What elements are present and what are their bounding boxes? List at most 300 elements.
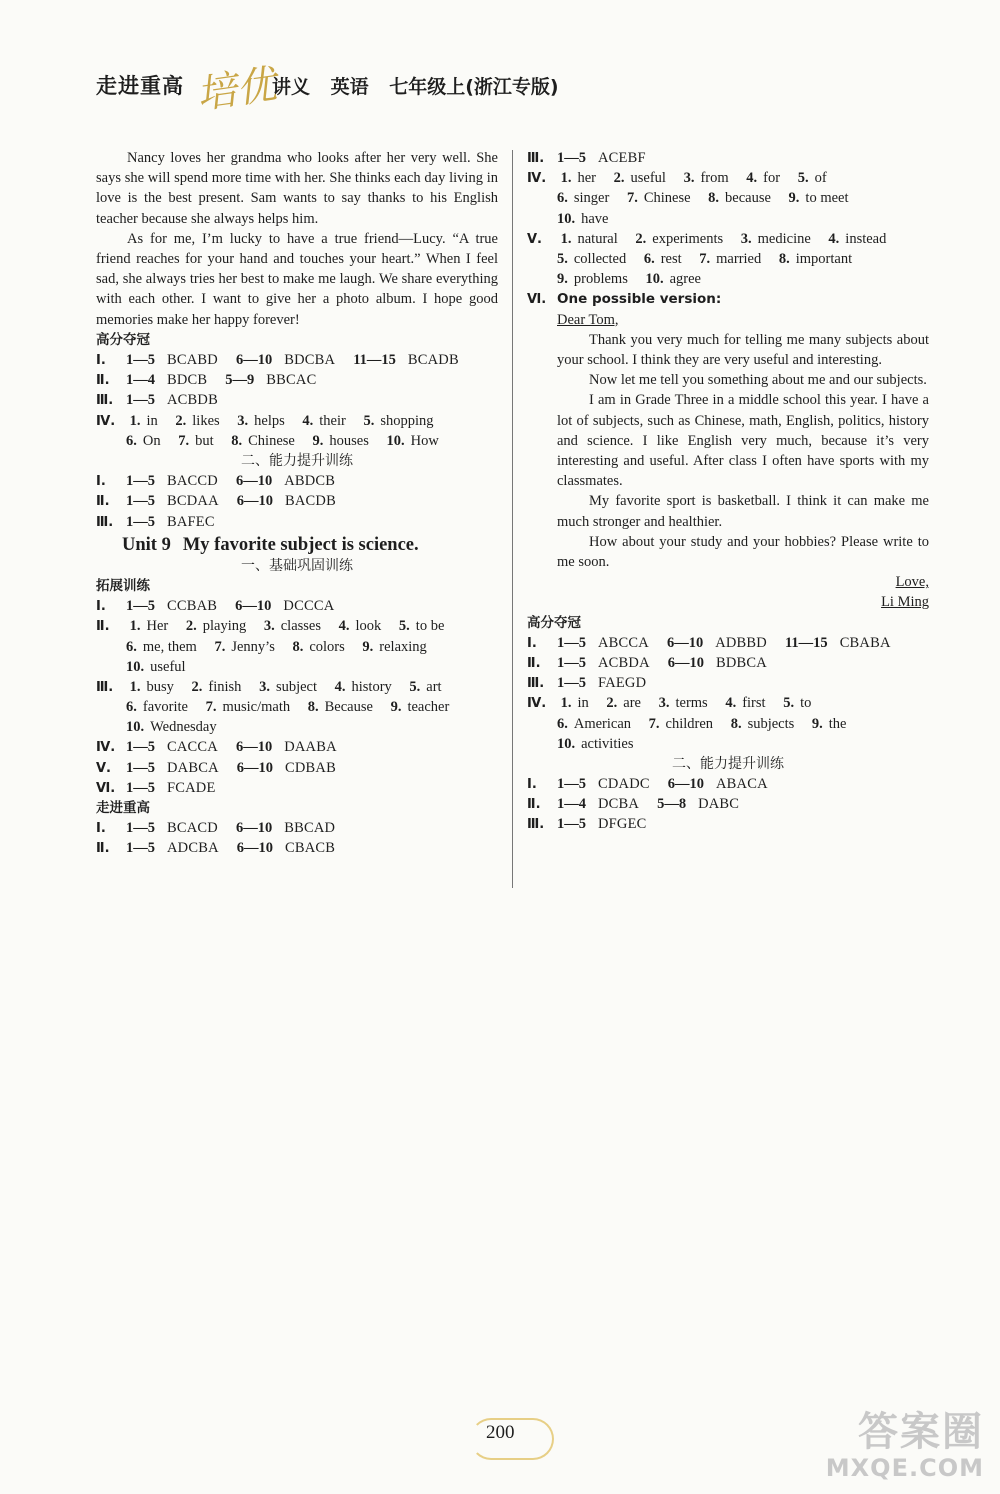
answer-item bbox=[362, 639, 426, 655]
question-number: 3. bbox=[259, 678, 270, 695]
answer-item bbox=[812, 716, 847, 732]
question-range: 11—15 bbox=[784, 634, 828, 651]
answer-row bbox=[527, 249, 929, 269]
answer-row bbox=[96, 616, 498, 636]
answer-item bbox=[206, 699, 291, 715]
heading-tuozhan: 拓展训练 bbox=[96, 577, 150, 594]
answer-row bbox=[527, 693, 929, 713]
answer-text: CBACB bbox=[285, 840, 336, 857]
page-number-badge bbox=[470, 1412, 560, 1460]
answer-item bbox=[192, 679, 242, 695]
answer-row bbox=[527, 653, 929, 673]
question-number: 7. bbox=[178, 432, 190, 449]
sample-letter bbox=[527, 310, 929, 613]
section-numeral: Ⅱ. bbox=[527, 655, 541, 671]
answer-row bbox=[527, 148, 929, 168]
answer-text: busy bbox=[146, 678, 174, 695]
answer-text: art bbox=[426, 678, 442, 695]
answer-text: rest bbox=[660, 250, 682, 267]
answer-row bbox=[96, 596, 498, 616]
answer-text: to bbox=[800, 695, 812, 712]
essay-paragraph-2: As for me, I’m lucky to have a true friend—Lucy. “A true friend reaches for your hand and touches your heart.” When I feel sad, she always tries her best to make me laugh. We share everything with each other. I want to give her a photo album. I hope good memories make her happy forever! bbox=[96, 230, 498, 328]
answer-item bbox=[746, 170, 780, 186]
section-numeral: Ⅰ. bbox=[96, 474, 106, 490]
answer-text: DABCA bbox=[167, 759, 219, 776]
answer-text: CBABA bbox=[839, 634, 891, 651]
answer-item bbox=[399, 618, 444, 634]
answer-item bbox=[659, 695, 708, 711]
question-number: 4. bbox=[746, 170, 758, 187]
answer-row bbox=[96, 677, 498, 697]
answer-text: subjects bbox=[747, 715, 795, 732]
question-number: 2. bbox=[613, 170, 625, 187]
watermark-text: 答案圈 bbox=[858, 1409, 984, 1455]
section-numeral: Ⅲ. bbox=[96, 679, 114, 695]
question-number: 6. bbox=[126, 432, 137, 449]
question-range: 1—5 bbox=[126, 759, 155, 776]
question-range: 5—8 bbox=[657, 796, 687, 813]
answer-text: singer bbox=[573, 190, 610, 207]
answer-text: first bbox=[742, 695, 766, 712]
answer-text: playing bbox=[202, 618, 247, 635]
answer-row bbox=[527, 633, 929, 653]
answer-row bbox=[96, 657, 498, 677]
answer-text: collected bbox=[573, 250, 627, 267]
question-number: 5. bbox=[783, 695, 795, 712]
answer-row bbox=[527, 714, 929, 734]
question-number: 6. bbox=[557, 715, 568, 732]
book-subtitle: 讲义 英语 七年级上(浙江专版) bbox=[272, 76, 559, 98]
answer-item bbox=[627, 190, 691, 206]
section-numeral: Ⅲ. bbox=[527, 817, 545, 833]
answer-text: of bbox=[814, 170, 827, 187]
answer-text: BDCB bbox=[167, 372, 208, 389]
answer-text: helps bbox=[254, 412, 285, 429]
answer-item bbox=[614, 170, 666, 186]
question-range: 1—5 bbox=[126, 473, 155, 490]
question-number: 7. bbox=[205, 699, 217, 716]
answer-item bbox=[178, 433, 213, 449]
question-range: 5—9 bbox=[225, 372, 255, 389]
answer-text: colors bbox=[309, 638, 345, 655]
answer-text: Chinese bbox=[643, 190, 691, 207]
answer-text: natural bbox=[577, 230, 618, 247]
answer-text: useful bbox=[630, 170, 666, 187]
letter-closing: Love, bbox=[895, 574, 929, 591]
answer-row bbox=[527, 814, 929, 834]
section-numeral: Ⅲ. bbox=[96, 514, 114, 530]
question-number: 7. bbox=[699, 250, 711, 267]
question-number: 5. bbox=[398, 618, 410, 635]
answer-row bbox=[527, 209, 929, 229]
answer-row bbox=[96, 390, 498, 410]
answer-text: have bbox=[581, 210, 609, 227]
letter-paragraph: My favorite sport is basketball. I think it can make me much stronger and healthier. bbox=[557, 493, 929, 530]
question-range: 6—10 bbox=[666, 634, 704, 651]
answer-item bbox=[557, 736, 633, 752]
answer-item bbox=[649, 716, 713, 732]
question-range: 11—15 bbox=[353, 352, 396, 369]
answer-text: Her bbox=[146, 618, 169, 635]
answer-item bbox=[798, 170, 827, 186]
answer-item bbox=[741, 231, 811, 247]
unit-number: Unit 9 bbox=[122, 534, 171, 555]
letter-paragraph: How about your study and your hobbies? Please write to me soon. bbox=[557, 533, 929, 570]
answer-item bbox=[231, 433, 295, 449]
question-number: 9. bbox=[811, 715, 823, 732]
answer-item bbox=[725, 695, 765, 711]
answer-text: CDADC bbox=[598, 776, 650, 793]
answer-text: Jenny’s bbox=[231, 638, 275, 655]
answer-text: their bbox=[319, 412, 346, 429]
answer-row bbox=[96, 471, 498, 491]
answer-text: BDBCA bbox=[716, 654, 767, 671]
answer-item bbox=[363, 413, 433, 429]
question-number: 2. bbox=[185, 618, 197, 635]
section-numeral: Ⅳ. bbox=[527, 696, 547, 712]
question-number: 4. bbox=[302, 412, 314, 429]
answer-item bbox=[635, 231, 723, 247]
question-number: 4. bbox=[828, 230, 840, 247]
question-number: 7. bbox=[214, 638, 226, 655]
question-range: 6—10 bbox=[236, 840, 274, 857]
unit-name: My favorite subject is science. bbox=[182, 534, 419, 555]
answer-text: useful bbox=[150, 658, 186, 675]
answer-item bbox=[126, 719, 217, 735]
question-range: 1—5 bbox=[126, 779, 155, 796]
answer-row bbox=[527, 734, 929, 754]
question-number: 10. bbox=[645, 271, 664, 288]
question-number: 1. bbox=[129, 618, 141, 635]
section-numeral: Ⅲ. bbox=[96, 393, 114, 409]
answer-item bbox=[130, 679, 174, 695]
question-range: 1—5 bbox=[126, 598, 155, 615]
answer-row bbox=[96, 637, 498, 657]
answer-text: BACDB bbox=[285, 493, 336, 510]
answer-item bbox=[126, 639, 197, 655]
answer-row bbox=[96, 431, 498, 451]
answer-row bbox=[527, 188, 929, 208]
answer-text: Chinese bbox=[248, 432, 295, 449]
question-range: 1—5 bbox=[126, 513, 155, 530]
question-range: 1—5 bbox=[126, 840, 155, 857]
answer-item bbox=[312, 433, 368, 449]
answer-row bbox=[96, 697, 498, 717]
answer-row bbox=[96, 737, 498, 757]
question-number: 2. bbox=[606, 695, 618, 712]
question-number: 3. bbox=[740, 230, 752, 247]
answer-item bbox=[557, 190, 609, 206]
question-number: 10. bbox=[126, 719, 145, 736]
answer-text: from bbox=[700, 170, 729, 187]
question-range: 6—10 bbox=[667, 776, 705, 793]
page-number: 200 bbox=[486, 1422, 515, 1443]
question-number: 10. bbox=[386, 432, 405, 449]
answer-text: ADBBD bbox=[715, 634, 767, 651]
question-number: 6. bbox=[643, 250, 655, 267]
essay-paragraph-1: Nancy loves her grandma who looks after her very well. She says she will spend more time with her. She thinks each day living in love is the best present. Sam wants to say thanks to his English teacher because she always helps him. bbox=[96, 150, 498, 227]
answer-item bbox=[214, 639, 274, 655]
answer-row bbox=[96, 717, 498, 737]
letter-paragraph: I am in Grade Three in a middle school this year. I have a lot of subjects, such as Chinese, math, English, politics, history and science. I like English very much, because it’s very interesting and useful. After class I often have sports with my classmates. bbox=[557, 392, 929, 490]
answer-row bbox=[96, 778, 498, 798]
section-numeral: Ⅴ. bbox=[96, 760, 111, 776]
answer-text: DCBA bbox=[598, 796, 640, 813]
answer-text: music/math bbox=[222, 699, 291, 716]
heading-gaofen: 高分夺冠 bbox=[527, 614, 581, 631]
answer-item bbox=[561, 231, 618, 247]
question-number: 9. bbox=[312, 432, 324, 449]
section-numeral: Ⅱ. bbox=[96, 841, 110, 857]
answer-text: her bbox=[577, 170, 597, 187]
answer-text: favorite bbox=[142, 699, 188, 716]
answer-item bbox=[684, 170, 729, 186]
answer-item bbox=[264, 618, 321, 634]
answer-item bbox=[731, 716, 795, 732]
answer-text: because bbox=[725, 190, 771, 207]
letter-paragraph: Now let me tell you something about me and our subjects. bbox=[589, 372, 927, 389]
answer-text: ACEBF bbox=[598, 150, 646, 166]
question-range: 6—10 bbox=[235, 739, 273, 756]
question-number: 7. bbox=[648, 715, 660, 732]
question-number: 8. bbox=[292, 638, 304, 655]
answer-text: medicine bbox=[757, 230, 811, 247]
section-numeral: Ⅱ. bbox=[96, 619, 110, 635]
answer-item bbox=[699, 251, 761, 267]
column-divider bbox=[512, 150, 513, 888]
answer-text: CDBAB bbox=[285, 759, 336, 776]
answer-text: houses bbox=[329, 432, 369, 449]
section-numeral: Ⅱ. bbox=[96, 494, 110, 510]
script-logo: 培优 bbox=[193, 61, 280, 119]
answer-text: ADCBA bbox=[167, 840, 219, 857]
question-number: 3. bbox=[658, 695, 670, 712]
answer-row bbox=[96, 370, 498, 390]
question-range: 1—5 bbox=[126, 493, 155, 510]
question-number: 2. bbox=[191, 678, 203, 695]
series-brand: 走进重高 bbox=[96, 74, 184, 98]
answer-text: relaxing bbox=[379, 638, 427, 655]
answer-text: Wednesday bbox=[150, 719, 217, 736]
answer-item bbox=[130, 618, 169, 634]
answer-item bbox=[126, 433, 161, 449]
question-range: 1—5 bbox=[557, 634, 586, 651]
question-range: 6—10 bbox=[235, 598, 272, 615]
answer-item bbox=[557, 271, 628, 287]
question-number: 4. bbox=[334, 678, 346, 695]
question-number: 8. bbox=[307, 699, 319, 716]
answer-text: experiments bbox=[652, 230, 724, 247]
answer-item bbox=[606, 695, 641, 711]
answer-item bbox=[175, 413, 219, 429]
section-heading-basic: 一、基础巩固训练 bbox=[241, 557, 353, 574]
question-number: 3. bbox=[683, 170, 695, 187]
answer-item bbox=[561, 170, 596, 186]
question-number: 9. bbox=[788, 190, 800, 207]
answer-text: in bbox=[577, 695, 589, 712]
question-number: 5. bbox=[363, 412, 375, 429]
answer-text: Because bbox=[324, 699, 373, 716]
question-number: 1. bbox=[560, 170, 572, 187]
answer-text: BCACD bbox=[167, 820, 218, 837]
answer-item bbox=[779, 251, 852, 267]
site-watermark bbox=[825, 1400, 984, 1490]
unit-title bbox=[96, 534, 498, 556]
question-range: 1—5 bbox=[557, 675, 586, 692]
answer-text: BBCAD bbox=[284, 820, 336, 837]
question-range: 1—5 bbox=[126, 352, 155, 369]
answer-text: CACCA bbox=[167, 739, 218, 756]
answer-row bbox=[96, 411, 498, 431]
section-numeral: Ⅰ. bbox=[527, 635, 537, 651]
question-number: 9. bbox=[362, 638, 374, 655]
question-range: 6—10 bbox=[235, 820, 273, 837]
answer-text: FCADE bbox=[167, 779, 216, 796]
answer-text: American bbox=[573, 715, 632, 732]
question-number: 10. bbox=[557, 210, 576, 227]
question-number: 5. bbox=[409, 678, 421, 695]
section-numeral: Ⅲ. bbox=[527, 676, 545, 692]
question-number: 6. bbox=[126, 638, 137, 655]
answer-text: important bbox=[795, 250, 853, 267]
answer-row bbox=[96, 512, 498, 532]
question-number: 10. bbox=[126, 658, 145, 675]
section-numeral: Ⅰ. bbox=[96, 353, 106, 369]
answer-text: terms bbox=[675, 695, 708, 712]
answer-text: activities bbox=[581, 735, 634, 752]
answer-row bbox=[96, 350, 498, 370]
question-range: 1—5 bbox=[126, 820, 155, 837]
answer-text: BCDAA bbox=[167, 493, 219, 510]
answer-text: FAEGD bbox=[598, 675, 647, 692]
answer-item bbox=[391, 699, 450, 715]
question-number: 9. bbox=[557, 271, 568, 288]
question-number: 1. bbox=[560, 230, 572, 247]
question-number: 5. bbox=[797, 170, 809, 187]
question-number: 7. bbox=[626, 190, 638, 207]
answer-text: likes bbox=[192, 412, 220, 429]
question-number: 5. bbox=[557, 250, 568, 267]
question-number: 2. bbox=[175, 412, 187, 429]
answer-text: BBCAC bbox=[266, 372, 317, 389]
question-range: 6—10 bbox=[667, 654, 705, 671]
question-range: 6—10 bbox=[235, 352, 273, 369]
question-number: 2. bbox=[635, 230, 647, 247]
answer-text: to be bbox=[415, 618, 445, 635]
question-number: 6. bbox=[557, 190, 568, 207]
answer-row bbox=[96, 838, 498, 858]
question-number: 4. bbox=[338, 618, 350, 635]
answer-item bbox=[557, 251, 626, 267]
answer-text: BCABD bbox=[167, 352, 218, 369]
question-number: 8. bbox=[730, 715, 742, 732]
answer-text: in bbox=[146, 412, 158, 429]
question-number: 4. bbox=[725, 695, 737, 712]
question-range: 6—10 bbox=[236, 759, 274, 776]
answer-row bbox=[527, 289, 929, 309]
question-range: 1—5 bbox=[126, 739, 155, 756]
question-number: 10. bbox=[557, 735, 576, 752]
answer-text: DABC bbox=[698, 796, 740, 813]
section-numeral: Ⅴ. bbox=[527, 231, 542, 247]
answer-item bbox=[126, 699, 188, 715]
section-numeral: Ⅳ. bbox=[96, 740, 116, 756]
answer-text: instead bbox=[845, 230, 887, 247]
question-range: 1—4 bbox=[126, 372, 155, 389]
answer-text: me, them bbox=[142, 638, 197, 655]
question-range: 1—5 bbox=[557, 776, 586, 793]
left-column bbox=[96, 148, 498, 859]
answer-row bbox=[527, 673, 929, 693]
letter-signature: Li Ming bbox=[881, 594, 929, 611]
section-numeral: Ⅳ. bbox=[96, 413, 116, 429]
answer-row bbox=[527, 229, 929, 249]
section-numeral: Ⅰ. bbox=[96, 821, 106, 837]
section-numeral: Ⅱ. bbox=[96, 373, 110, 389]
right-column bbox=[527, 148, 929, 835]
section-numeral: Ⅱ. bbox=[527, 797, 541, 813]
answer-row bbox=[527, 269, 929, 289]
answer-text: BCADB bbox=[407, 352, 459, 369]
answer-text: teacher bbox=[407, 699, 450, 716]
answer-text: ACBDB bbox=[167, 392, 218, 409]
question-range: 6—10 bbox=[235, 473, 273, 490]
section-numeral: Ⅰ. bbox=[527, 777, 537, 793]
answer-item bbox=[557, 716, 631, 732]
answer-row bbox=[527, 794, 929, 814]
answer-text: ABDCB bbox=[284, 473, 336, 490]
letter-paragraph: Thank you very much for telling me many subjects about your school. I think they are very useful and interesting. bbox=[557, 331, 929, 368]
question-number: 8. bbox=[778, 250, 790, 267]
answer-text: finish bbox=[208, 678, 242, 695]
answer-item bbox=[308, 699, 373, 715]
question-number: 8. bbox=[231, 432, 243, 449]
answer-text: DFGEC bbox=[598, 816, 647, 833]
question-number: 3. bbox=[263, 618, 275, 635]
question-number: 1. bbox=[129, 412, 141, 429]
answer-item bbox=[186, 618, 246, 634]
version-label: One possible version: bbox=[557, 291, 722, 308]
answer-text: look bbox=[355, 618, 382, 635]
answer-text: are bbox=[623, 695, 641, 712]
answer-item bbox=[561, 695, 589, 711]
answer-text: BDCBA bbox=[284, 352, 336, 369]
letter-greeting: Dear Tom, bbox=[557, 311, 619, 328]
answer-text: for bbox=[763, 170, 781, 187]
answer-text: BACCD bbox=[167, 473, 218, 490]
question-number: 3. bbox=[237, 412, 249, 429]
heading-zoujin: 走进重高 bbox=[96, 800, 150, 817]
answer-row bbox=[527, 168, 929, 188]
answer-text: On bbox=[142, 432, 161, 449]
question-number: 6. bbox=[126, 699, 137, 716]
answer-row bbox=[96, 758, 498, 778]
answer-item bbox=[386, 433, 438, 449]
answer-item bbox=[130, 413, 158, 429]
answer-item bbox=[126, 659, 186, 675]
question-range: 1—5 bbox=[557, 816, 586, 833]
answer-text: How bbox=[410, 432, 439, 449]
answer-item bbox=[335, 679, 392, 695]
answer-text: BAFEC bbox=[167, 513, 215, 530]
answer-text: DAABA bbox=[284, 739, 337, 756]
answer-text: to meet bbox=[805, 190, 849, 207]
answer-text: problems bbox=[573, 271, 628, 288]
answer-item bbox=[259, 679, 317, 695]
answer-row bbox=[527, 774, 929, 794]
answer-text: children bbox=[665, 715, 714, 732]
answer-item bbox=[557, 211, 609, 227]
